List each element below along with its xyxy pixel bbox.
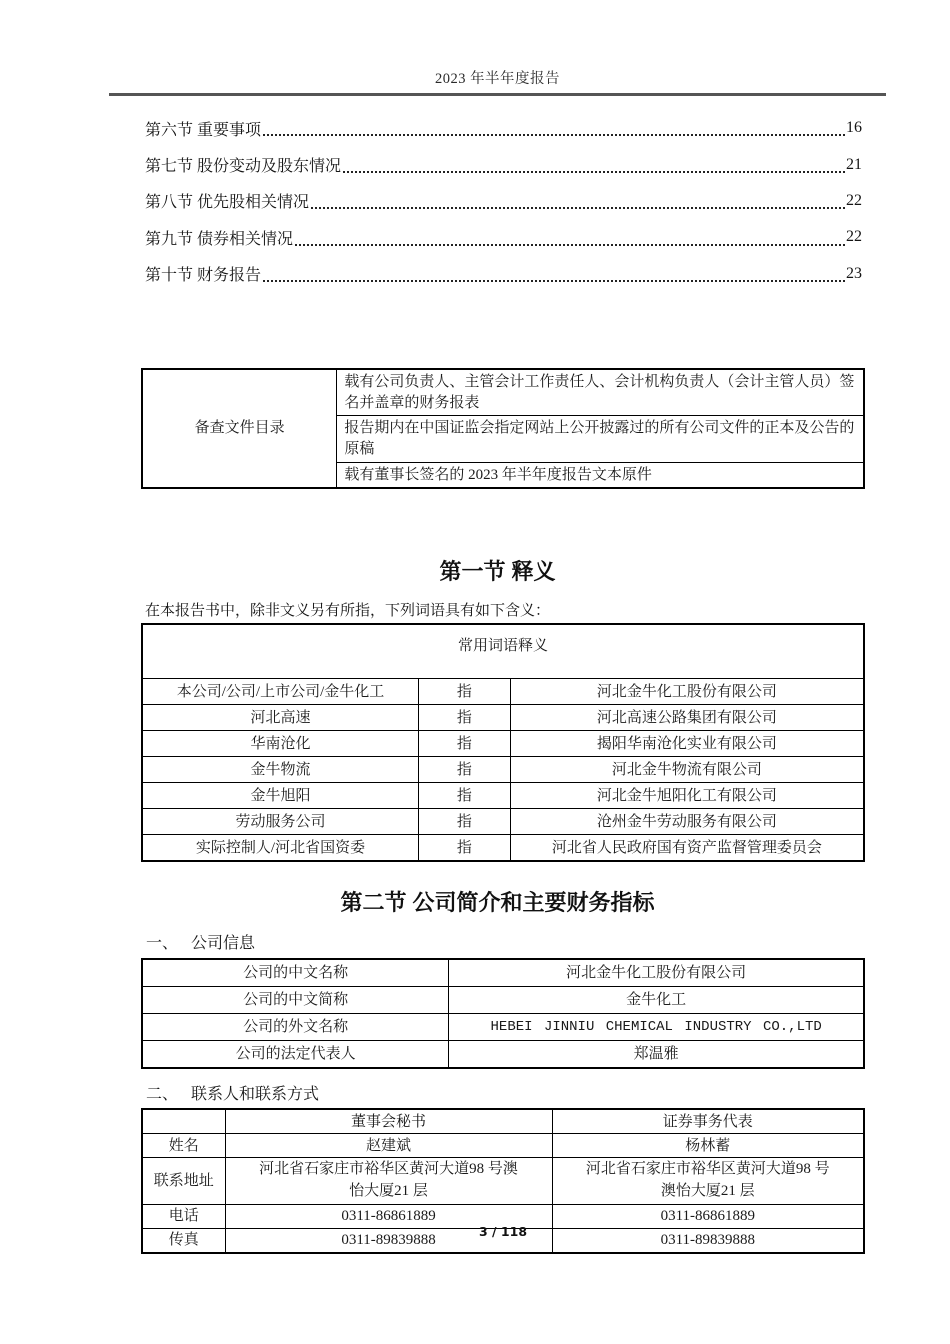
definition-cell: 河北高速公路集团有限公司 — [510, 705, 864, 731]
representative-phone-cell: 0311-86861889 — [552, 1204, 864, 1228]
table-row — [142, 1109, 864, 1134]
subheading-number: 二、 — [146, 1086, 179, 1104]
reference-documents-table — [141, 368, 865, 489]
table-row — [142, 731, 864, 757]
toc-dot-leader — [343, 171, 845, 173]
subheading-label: 公司信息 — [191, 935, 256, 953]
term-cell: 劳动服务公司 — [142, 809, 419, 835]
definition-cell: 河北省人民政府国有资产监督管理委员会 — [510, 835, 864, 862]
toc-entry[interactable] — [145, 219, 862, 255]
toc-dot-leader — [263, 280, 845, 282]
zhi-cell: 指 — [419, 835, 511, 862]
toc-dot-leader — [263, 134, 845, 136]
definition-cell: 河北金牛物流有限公司 — [510, 757, 864, 783]
term-cell: 华南沧化 — [142, 731, 419, 757]
toc-entry[interactable] — [145, 256, 862, 292]
term-cell: 河北高速 — [142, 705, 419, 731]
table-row — [142, 987, 864, 1014]
secretary-name-cell: 赵建斌 — [225, 1134, 552, 1158]
zhi-cell: 指 — [419, 679, 511, 705]
page-number-indicator: 3 / 118 — [478, 1224, 528, 1239]
toc-page-number[interactable]: 22 — [846, 191, 862, 209]
info-value-cell-english-name: HEBEI JINNIU CHEMICAL INDUSTRY CO.,LTD — [449, 1014, 864, 1041]
section1-title: 第一节 释义 — [439, 559, 556, 585]
report-title: 2023 年半年度报告 — [434, 71, 561, 87]
definition-cell: 河北金牛化工股份有限公司 — [510, 679, 864, 705]
term-cell: 金牛旭阳 — [142, 783, 419, 809]
toc-entry[interactable] — [145, 110, 862, 146]
info-label-cell: 公司的中文名称 — [142, 959, 449, 987]
table-row — [142, 679, 864, 705]
table-row — [142, 809, 864, 835]
info-label-cell: 公司的中文简称 — [142, 987, 449, 1014]
toc-entry-label[interactable]: 第七节 股份变动及股东情况 — [145, 158, 342, 176]
subheading-label: 联系人和联系方式 — [191, 1086, 320, 1104]
zhi-cell: 指 — [419, 809, 511, 835]
toc-entry-label[interactable]: 第八节 优先股相关情况 — [145, 194, 310, 212]
toc-entry[interactable] — [145, 183, 862, 219]
toc-entry-label[interactable]: 第十节 财务报告 — [145, 267, 262, 285]
definitions-table-header-cell: 常用词语释义 — [142, 624, 864, 679]
contacts-row-label: 联系地址 — [142, 1158, 225, 1205]
definition-cell: 沧州金牛劳动服务有限公司 — [510, 809, 864, 835]
toc-dot-leader — [311, 207, 845, 209]
secretary-fax-cell: 0311-89839888 — [225, 1228, 552, 1253]
contacts-row-label: 姓名 — [142, 1134, 225, 1158]
info-value-cell: 郑温雅 — [449, 1041, 864, 1069]
table-row — [142, 1041, 864, 1069]
subheading-number: 一、 — [146, 935, 179, 953]
zhi-cell: 指 — [419, 757, 511, 783]
term-cell: 金牛物流 — [142, 757, 419, 783]
toc-dot-leader — [295, 244, 845, 246]
contacts-corner-cell — [142, 1109, 225, 1134]
company-info-subheading — [146, 934, 862, 954]
zhi-cell: 指 — [419, 731, 511, 757]
section2-title: 第二节 公司简介和主要财务指标 — [340, 890, 655, 916]
toc-entry-label[interactable]: 第九节 债券相关情况 — [145, 230, 294, 248]
table-row — [142, 783, 864, 809]
table-row — [142, 624, 864, 679]
refdocs-item-cell: 载有董事长签名的 2023 年半年度报告文本原件 — [337, 462, 864, 488]
table-row — [142, 835, 864, 862]
contacts-column-header: 董事会秘书 — [225, 1109, 552, 1134]
secretary-address-cell: 河北省石家庄市裕华区黄河大道98 号澳怡大厦21 层 — [225, 1158, 552, 1205]
representative-name-cell: 杨林蓄 — [552, 1134, 864, 1158]
definition-cell: 揭阳华南沧化实业有限公司 — [510, 731, 864, 757]
secretary-phone-cell: 0311-86861889 — [225, 1204, 552, 1228]
table-row — [142, 1134, 864, 1158]
table-row — [142, 369, 864, 416]
toc-page-number[interactable]: 23 — [846, 264, 862, 282]
table-row — [142, 757, 864, 783]
contacts-row-label: 传真 — [142, 1228, 225, 1253]
refdocs-item-cell: 报告期内在中国证监会指定网站上公开披露过的所有公司文件的正本及公告的原稿 — [337, 416, 864, 462]
contacts-subheading — [146, 1085, 862, 1105]
table-row — [142, 705, 864, 731]
representative-address-cell: 河北省石家庄市裕华区黄河大道98 号澳怡大厦21 层 — [552, 1158, 864, 1205]
zhi-cell: 指 — [419, 705, 511, 731]
table-row — [142, 1158, 864, 1205]
definitions-table — [141, 623, 865, 862]
representative-fax-cell: 0311-89839888 — [552, 1228, 864, 1253]
refdocs-label-cell: 备查文件目录 — [142, 369, 337, 488]
info-value-cell: 河北金牛化工股份有限公司 — [449, 959, 864, 987]
company-info-table — [141, 958, 865, 1069]
toc-entry-label[interactable]: 第六节 重要事项 — [145, 121, 262, 139]
page-header — [109, 0, 886, 96]
info-value-cell: 金牛化工 — [449, 987, 864, 1014]
refdocs-item-cell: 载有公司负责人、主管会计工作责任人、会计机构负责人（会计主管人员）签名并盖章的财务报表 — [337, 369, 864, 416]
toc-page-number[interactable]: 21 — [846, 155, 862, 173]
header-divider-line — [109, 93, 886, 96]
table-row — [142, 959, 864, 987]
term-cell: 本公司/公司/上市公司/金牛化工 — [142, 679, 419, 705]
table-of-contents — [145, 110, 862, 292]
definitions-intro-text: 在本报告书中，除非文义另有所指，下列词语具有如下含义： — [145, 603, 551, 620]
contacts-column-header: 证券事务代表 — [552, 1109, 864, 1134]
zhi-cell: 指 — [419, 783, 511, 809]
term-cell: 实际控制人/河北省国资委 — [142, 835, 419, 862]
toc-page-number[interactable]: 22 — [846, 228, 862, 246]
toc-entry[interactable] — [145, 146, 862, 182]
contacts-row-label: 电话 — [142, 1204, 225, 1228]
table-row — [142, 1014, 864, 1041]
toc-page-number[interactable]: 16 — [846, 119, 862, 137]
definition-cell: 河北金牛旭阳化工有限公司 — [510, 783, 864, 809]
info-label-cell: 公司的法定代表人 — [142, 1041, 449, 1069]
info-label-cell: 公司的外文名称 — [142, 1014, 449, 1041]
